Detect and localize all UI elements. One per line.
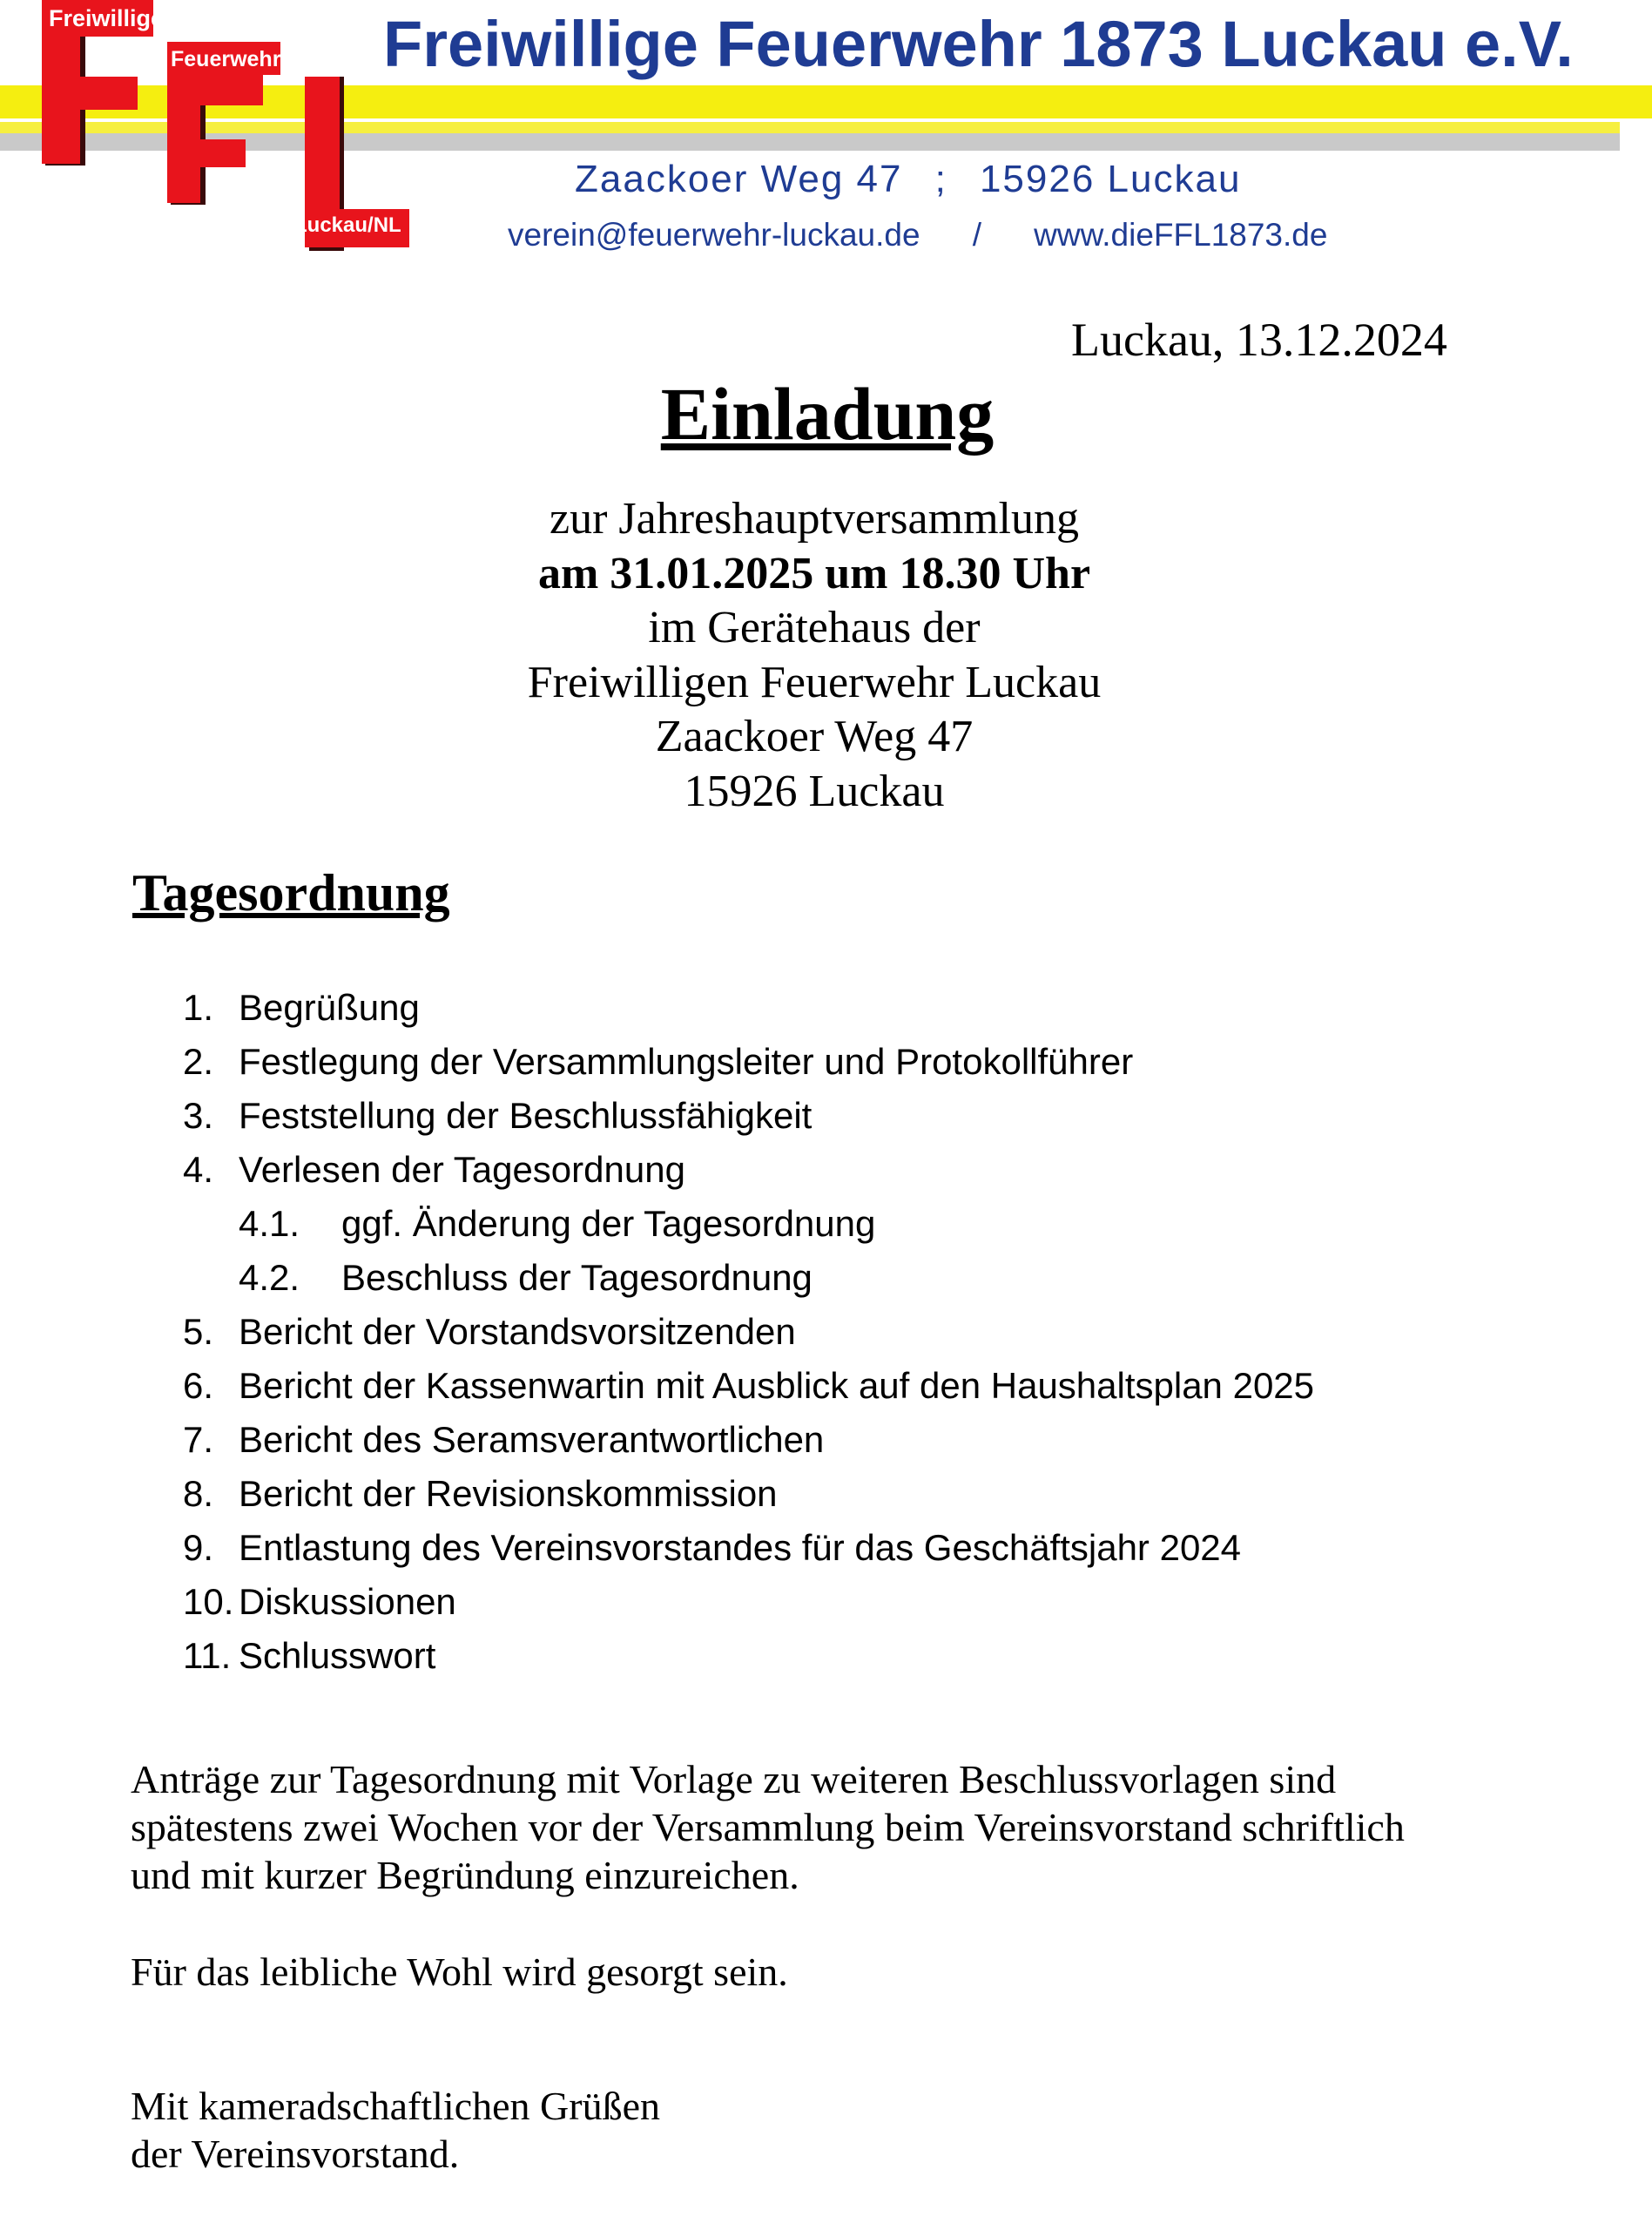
association-name: Freiwillige Feuerwehr 1873 Luckau e.V.	[383, 8, 1574, 80]
paragraph-line: Anträge zur Tagesordnung mit Vorlage zu weiteren Beschlussvorlagen sind	[131, 1757, 1337, 1801]
agenda-item-text: Feststellung der Beschlussfähigkeit	[239, 1095, 813, 1136]
agenda-item	[183, 1521, 1576, 1575]
agenda-item	[183, 1089, 1576, 1143]
agenda-item-number: 3.	[183, 1095, 214, 1136]
agenda-item-text: Schlusswort	[239, 1635, 436, 1676]
document-date: Luckau, 13.12.2024	[1071, 314, 1447, 366]
address-city: 15926 Luckau	[979, 158, 1242, 200]
logo-label-bottom: Luckau/NL	[294, 213, 401, 237]
agenda-subitem	[183, 1251, 1576, 1305]
agenda-item-text: Festlegung der Versammlungsleiter und Protokollführer	[239, 1041, 1134, 1082]
agenda-subitem	[183, 1197, 1576, 1251]
paragraph-line: spätestens zwei Wochen vor der Versammlung beim Vereinsvorstand schriftlich	[131, 1805, 1405, 1849]
agenda-item-text: Bericht des Seramsverantwortlichen	[239, 1419, 825, 1460]
agenda-item-number: 10.	[183, 1581, 234, 1622]
agenda-subitem-number: 4.1.	[239, 1203, 300, 1244]
ffl-logo	[0, 0, 418, 261]
invitation-line: 15926 Luckau	[684, 766, 945, 816]
closing-block	[131, 2082, 1541, 2178]
agenda-item	[183, 1035, 1576, 1089]
agenda-subitem-text: Beschluss der Tagesordnung	[341, 1257, 813, 1298]
email-link[interactable]: verein@feuerwehr-luckau.de	[508, 217, 920, 253]
agenda-subitem-number: 4.2.	[239, 1257, 300, 1298]
agenda-item-number: 1.	[183, 987, 214, 1028]
invitation-line: Freiwilligen Feuerwehr Luckau	[527, 657, 1102, 707]
agenda-item-text: Begrüßung	[239, 987, 420, 1028]
closing-signature: der Vereinsvorstand.	[131, 2132, 460, 2176]
agenda-item	[183, 981, 1576, 1035]
agenda-item	[183, 1305, 1576, 1359]
letterhead-address	[575, 153, 1533, 206]
agenda-item	[183, 1359, 1576, 1413]
logo-label-middle: Feuerwehr	[171, 47, 281, 71]
agenda-item-number: 11.	[183, 1635, 232, 1676]
logo-label-top: Freiwillige	[49, 5, 165, 31]
agenda-item-number: 4.	[183, 1149, 214, 1190]
invitation-line: Zaackoer Weg 47	[655, 712, 974, 761]
contact-separator: /	[972, 217, 981, 253]
agenda-item	[183, 1467, 1576, 1521]
proposals-paragraph	[131, 1755, 1541, 1899]
agenda-item-number: 5.	[183, 1311, 214, 1352]
agenda-item-number: 2.	[183, 1041, 214, 1082]
agenda-item-text: Verlesen der Tagesordnung	[239, 1149, 685, 1190]
agenda-title: Tagesordnung	[132, 864, 450, 922]
agenda-item-text: Entlastung des Vereinsvorstandes für das Geschäftsjahr 2024	[239, 1527, 1242, 1568]
agenda-item	[183, 1143, 1576, 1197]
document-heading: Einladung	[660, 372, 995, 456]
catering-paragraph	[131, 1948, 1541, 1996]
agenda-item-number: 8.	[183, 1473, 214, 1514]
address-street: Zaackoer Weg 47	[575, 158, 903, 200]
invitation-block	[335, 492, 1293, 819]
agenda-subitem-text: ggf. Änderung der Tagesordnung	[341, 1203, 876, 1244]
paragraph-line: und mit kurzer Begründung einzureichen.	[131, 1853, 799, 1897]
agenda-item-number: 7.	[183, 1419, 214, 1460]
letterhead-contact	[508, 211, 1535, 260]
agenda-item-text: Bericht der Revisionskommission	[239, 1473, 778, 1514]
invitation-line: im Gerätehaus der	[648, 603, 981, 652]
agenda-item-text: Bericht der Vorstandsvorsitzenden	[239, 1311, 796, 1352]
agenda-item-text: Bericht der Kassenwartin mit Ausblick auf den Haushaltsplan 2025	[239, 1365, 1315, 1406]
agenda-item-number: 6.	[183, 1365, 214, 1406]
agenda-list	[183, 981, 1576, 1683]
paragraph-line: Für das leibliche Wohl wird gesorgt sein.	[131, 1950, 788, 1994]
agenda-item-text: Diskussionen	[239, 1581, 456, 1622]
logo-letter-f2	[167, 74, 263, 205]
closing-line: Mit kameradschaftlichen Grüßen	[131, 2084, 660, 2128]
agenda-item	[183, 1629, 1576, 1683]
agenda-item	[183, 1575, 1576, 1629]
invitation-line: zur Jahreshauptversammlung	[550, 494, 1079, 544]
address-separator: ;	[934, 158, 947, 200]
agenda-item	[183, 1413, 1576, 1467]
invitation-datetime: am 31.01.2025 um 18.30 Uhr	[537, 548, 1091, 598]
website-link[interactable]: www.dieFFL1873.de	[1034, 217, 1328, 253]
agenda-item-number: 9.	[183, 1527, 214, 1568]
